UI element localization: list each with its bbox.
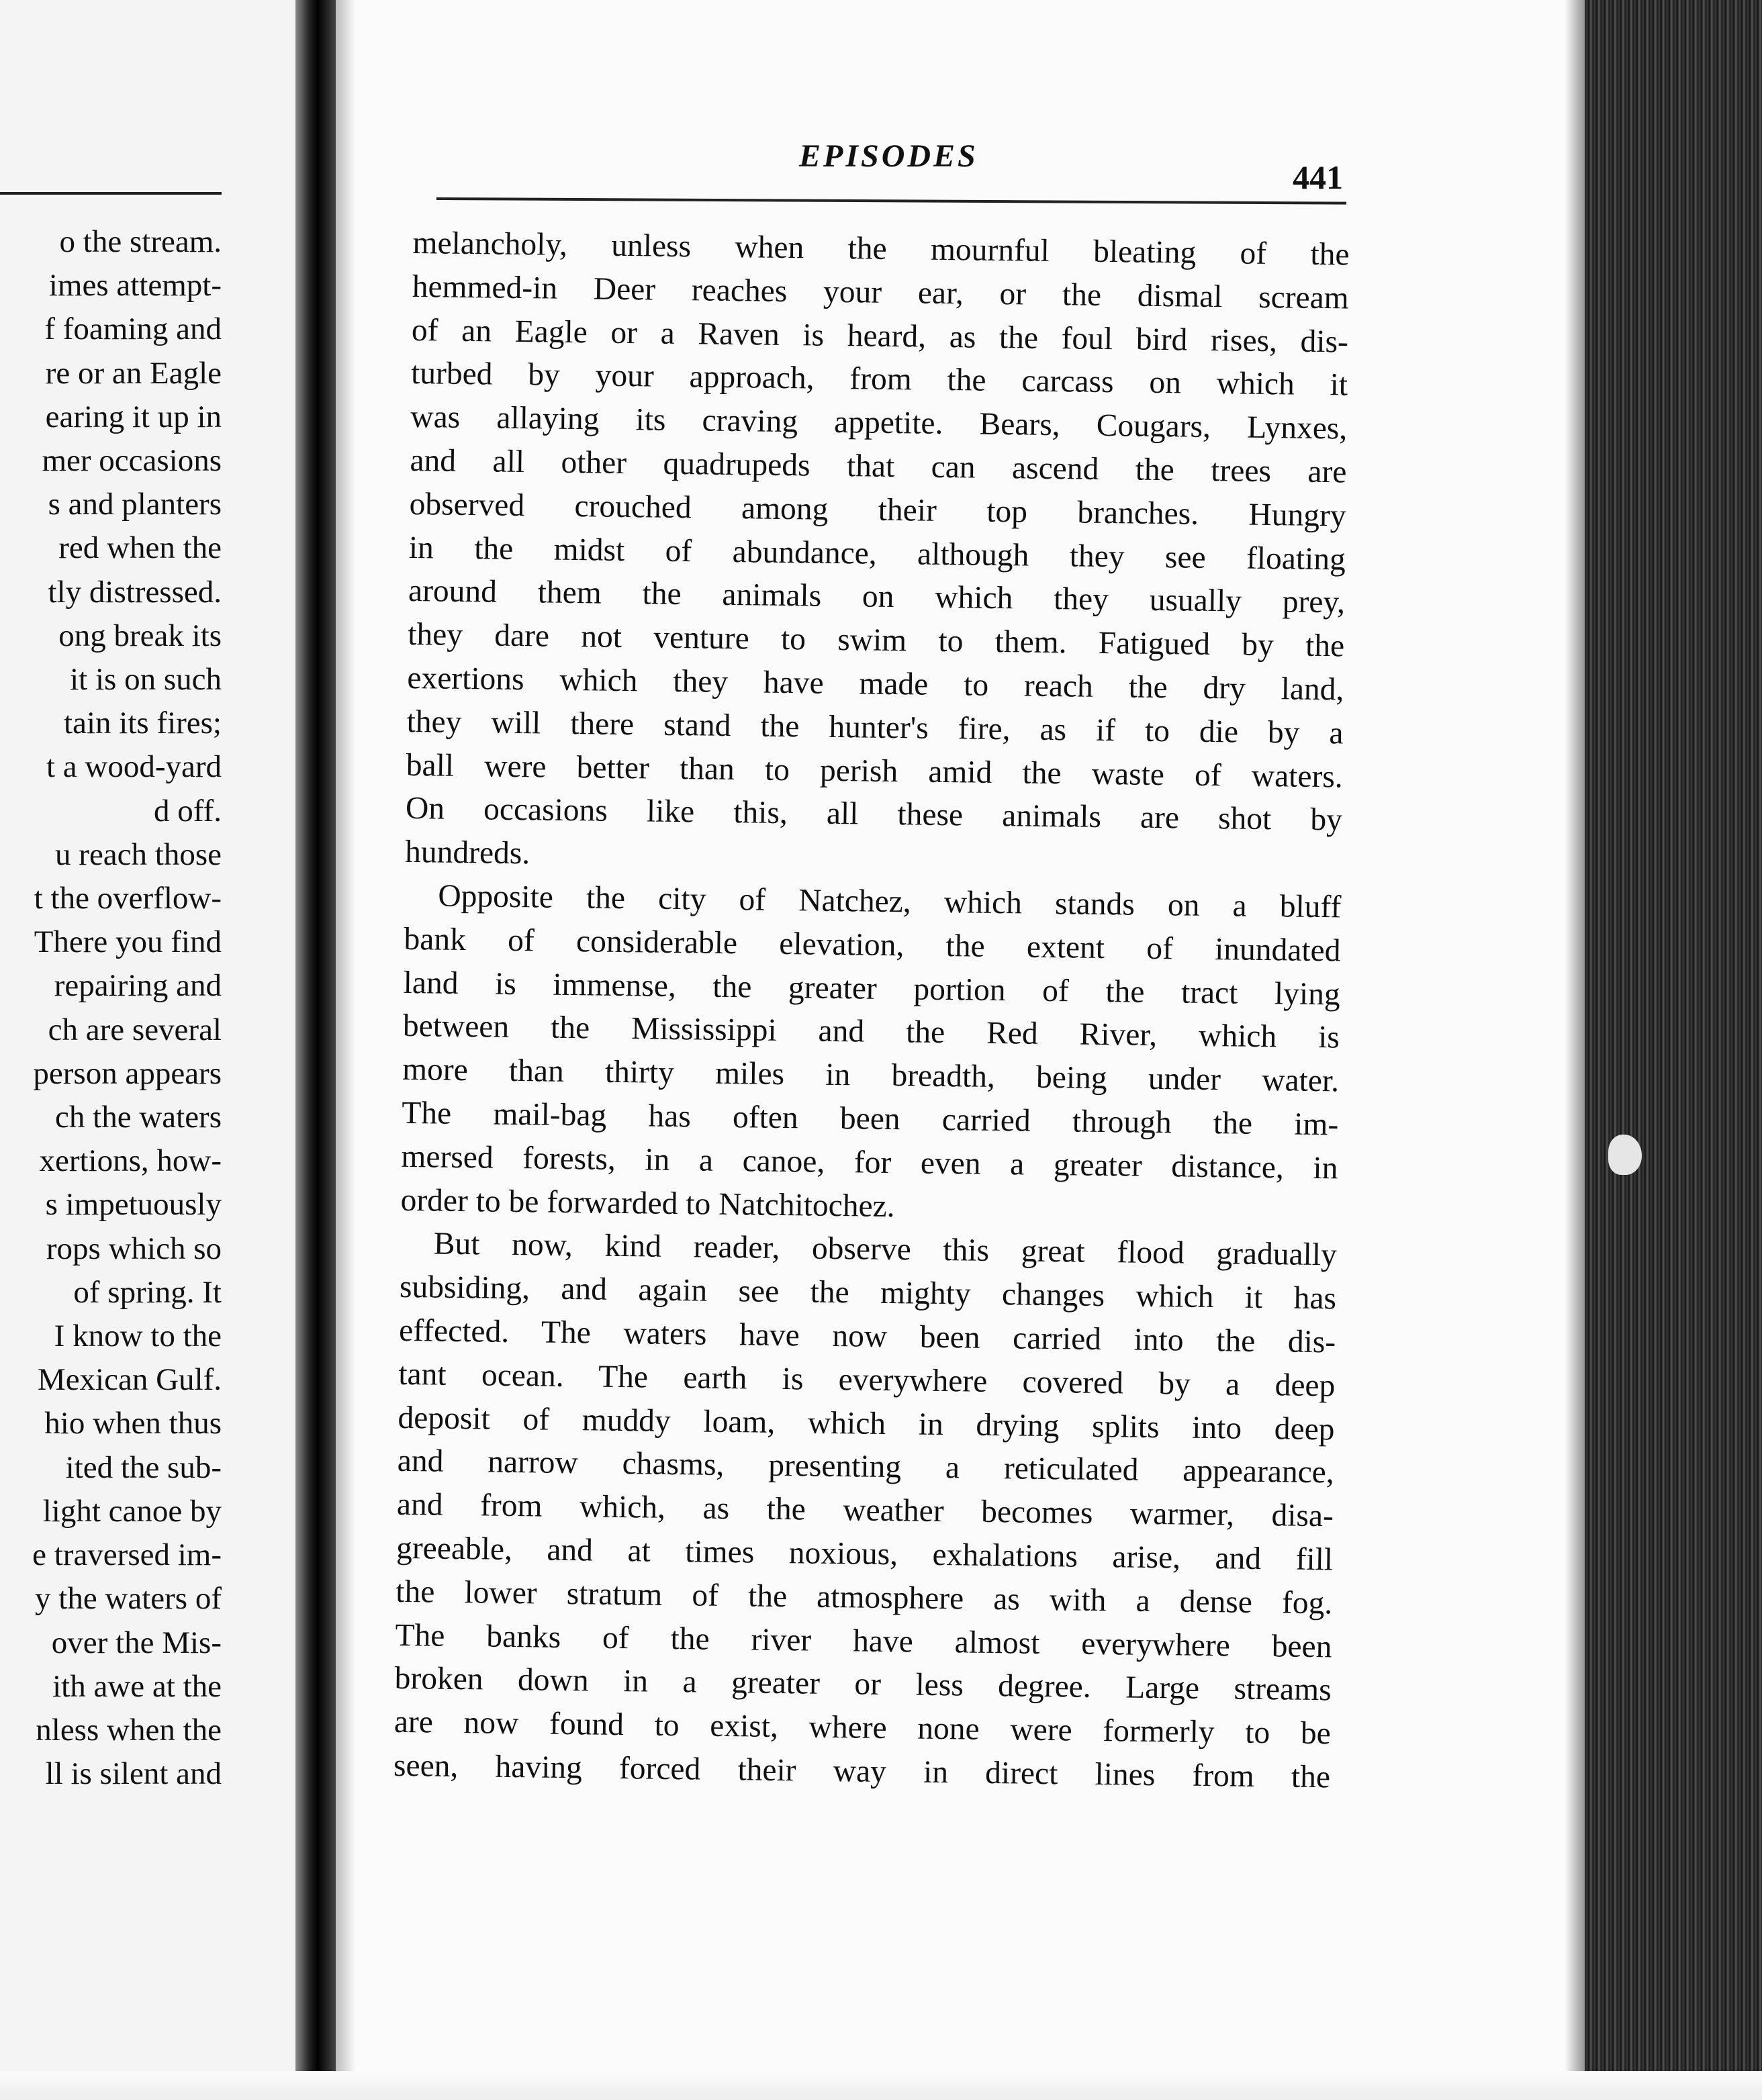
left-facing-page: [0, 0, 302, 2100]
body-line: The banks of the river have almost everywhere been: [395, 1617, 1332, 1664]
left-page-line: tain its fires;: [64, 706, 222, 741]
body-line: they dare not venture to swim to them. Fatigued by the: [407, 617, 1345, 664]
body-line: broken down in a greater or less degree. Large streams: [394, 1661, 1332, 1708]
body-line: are now found to exist, where none were formerly to be: [393, 1704, 1332, 1752]
gutter-shadow: [336, 0, 356, 2100]
left-page-line: tly distressed.: [48, 574, 222, 610]
body-line: effected. The waters have now been carried into the dis-: [398, 1312, 1336, 1360]
body-line: the lower stratum of the atmosphere as with a dense fog.: [396, 1574, 1333, 1621]
left-page-line: light canoe by: [42, 1493, 222, 1529]
body-line: melancholy, unless when the mournful bleating of the: [412, 225, 1350, 273]
body-line: and narrow chasms, presenting a reticulated appearance,: [397, 1443, 1335, 1490]
left-page-line: s impetuously: [45, 1187, 222, 1223]
left-page-line: t the overflow-: [34, 881, 222, 916]
page-hole: [1608, 1135, 1642, 1175]
body-line: more than thirty miles in breadth, being under water.: [402, 1052, 1340, 1099]
left-page-line: ch are several: [48, 1012, 222, 1047]
left-page-line: xertions, how-: [39, 1143, 222, 1179]
body-line: But now, kind reader, observe this great flood gradually: [433, 1226, 1338, 1273]
body-line: exertions which they have made to reach the dry land,: [407, 660, 1344, 708]
left-page-line: Mexican Gulf.: [37, 1362, 222, 1398]
body-line: ball were better than to perish amid the waste of waters.: [406, 747, 1344, 795]
body-line: The mail-bag has often been carried through the im-: [401, 1095, 1339, 1143]
body-line: land is immense, the greater portion of the tract lying: [403, 965, 1340, 1012]
body-line: in the midst of abundance, although they see floating: [408, 530, 1346, 577]
left-page-line: over the Mis-: [51, 1625, 222, 1660]
body-text: [393, 222, 1350, 1799]
body-line: observed crouched among their top branches. Hungry: [409, 486, 1346, 534]
left-page-line: mer occasions: [42, 443, 222, 479]
body-line: around them the animals on which they usually prey,: [408, 573, 1346, 620]
left-page-line: imes attempt-: [48, 268, 222, 303]
body-line: order to be forwarded to Natchitochez.: [400, 1182, 895, 1224]
left-page-line: nless when the: [36, 1712, 222, 1748]
body-line: subsiding, and again see the mighty changes which it has: [399, 1270, 1337, 1317]
left-page-line: ith awe at the: [52, 1668, 222, 1704]
body-line: between the Mississippi and the Red River, which is: [402, 1008, 1340, 1055]
body-line: hemmed-in Deer reaches your ear, or the dismal scream: [412, 269, 1350, 316]
left-page-line: red when the: [58, 530, 222, 566]
left-header-rule: [0, 192, 222, 195]
book-block-edge: [1585, 0, 1762, 2100]
left-page-line: ll is silent and: [45, 1756, 222, 1792]
bottom-page-edge: [0, 2071, 1762, 2100]
body-line: greeable, and at times noxious, exhalations arise, and fill: [396, 1530, 1334, 1578]
left-page-line: ch the waters: [55, 1100, 222, 1135]
body-line: turbed by your approach, from the carcass on which it: [410, 356, 1348, 403]
left-page-line: u reach those: [55, 837, 222, 872]
body-line: Opposite the city of Natchez, which stands on a bluff: [438, 878, 1342, 925]
book-gutter: [295, 0, 336, 2100]
body-line: On occasions like this, all these animals are shot by: [405, 791, 1343, 838]
page-number: 441: [1293, 158, 1343, 196]
left-page-line: rops which so: [46, 1231, 222, 1266]
left-page-line: y the waters of: [35, 1581, 222, 1617]
left-page-line: repairing and: [54, 968, 222, 1004]
body-line: and from which, as the weather becomes warmer, disa-: [396, 1486, 1334, 1534]
body-line: tant ocean. The earth is everywhere covered by a deep: [398, 1356, 1336, 1404]
left-page-line: hio when thus: [44, 1406, 222, 1441]
body-line: deposit of muddy loam, which in drying splits into deep: [398, 1400, 1335, 1447]
body-line: hundreds.: [404, 834, 530, 871]
left-page-line: s and planters: [48, 487, 222, 522]
running-head: EPISODES: [799, 138, 978, 174]
body-line: mersed forests, in a canoe, for even a greater distance, in: [401, 1139, 1338, 1186]
left-page-line: of spring. It: [73, 1274, 222, 1310]
left-page-line: earing it up in: [45, 399, 222, 434]
left-page-line: it is on such: [70, 662, 222, 698]
left-page-line: ited the sub-: [65, 1449, 222, 1485]
left-page-line: f foaming and: [44, 312, 222, 347]
left-page-line: person appears: [33, 1055, 222, 1091]
body-line: and all other quadrupeds that can ascend the trees are: [410, 442, 1347, 490]
left-page-line: There you find: [34, 924, 222, 960]
body-line: seen, having forced their way in direct lines from the: [393, 1748, 1331, 1795]
left-page-line: o the stream.: [59, 224, 222, 259]
body-line: of an Eagle or a Raven is heard, as the foul bird rises, dis-: [411, 312, 1349, 360]
left-page-line: e traversed im-: [32, 1537, 222, 1573]
left-page-line: I know to the: [54, 1319, 222, 1354]
left-page-line: ong break its: [58, 618, 222, 653]
body-line: they will there stand the hunter's fire, as if to die by a: [406, 704, 1344, 751]
body-line: bank of considerable elevation, the extent of inundated: [404, 921, 1341, 969]
left-page-line: re or an Eagle: [45, 355, 222, 391]
left-page-text: [32, 220, 222, 1796]
body-line: was allaying its craving appetite. Bears, Cougars, Lynxes,: [410, 399, 1348, 446]
left-page-line: d off.: [154, 793, 222, 828]
left-page-line: t a wood-yard: [46, 749, 222, 785]
